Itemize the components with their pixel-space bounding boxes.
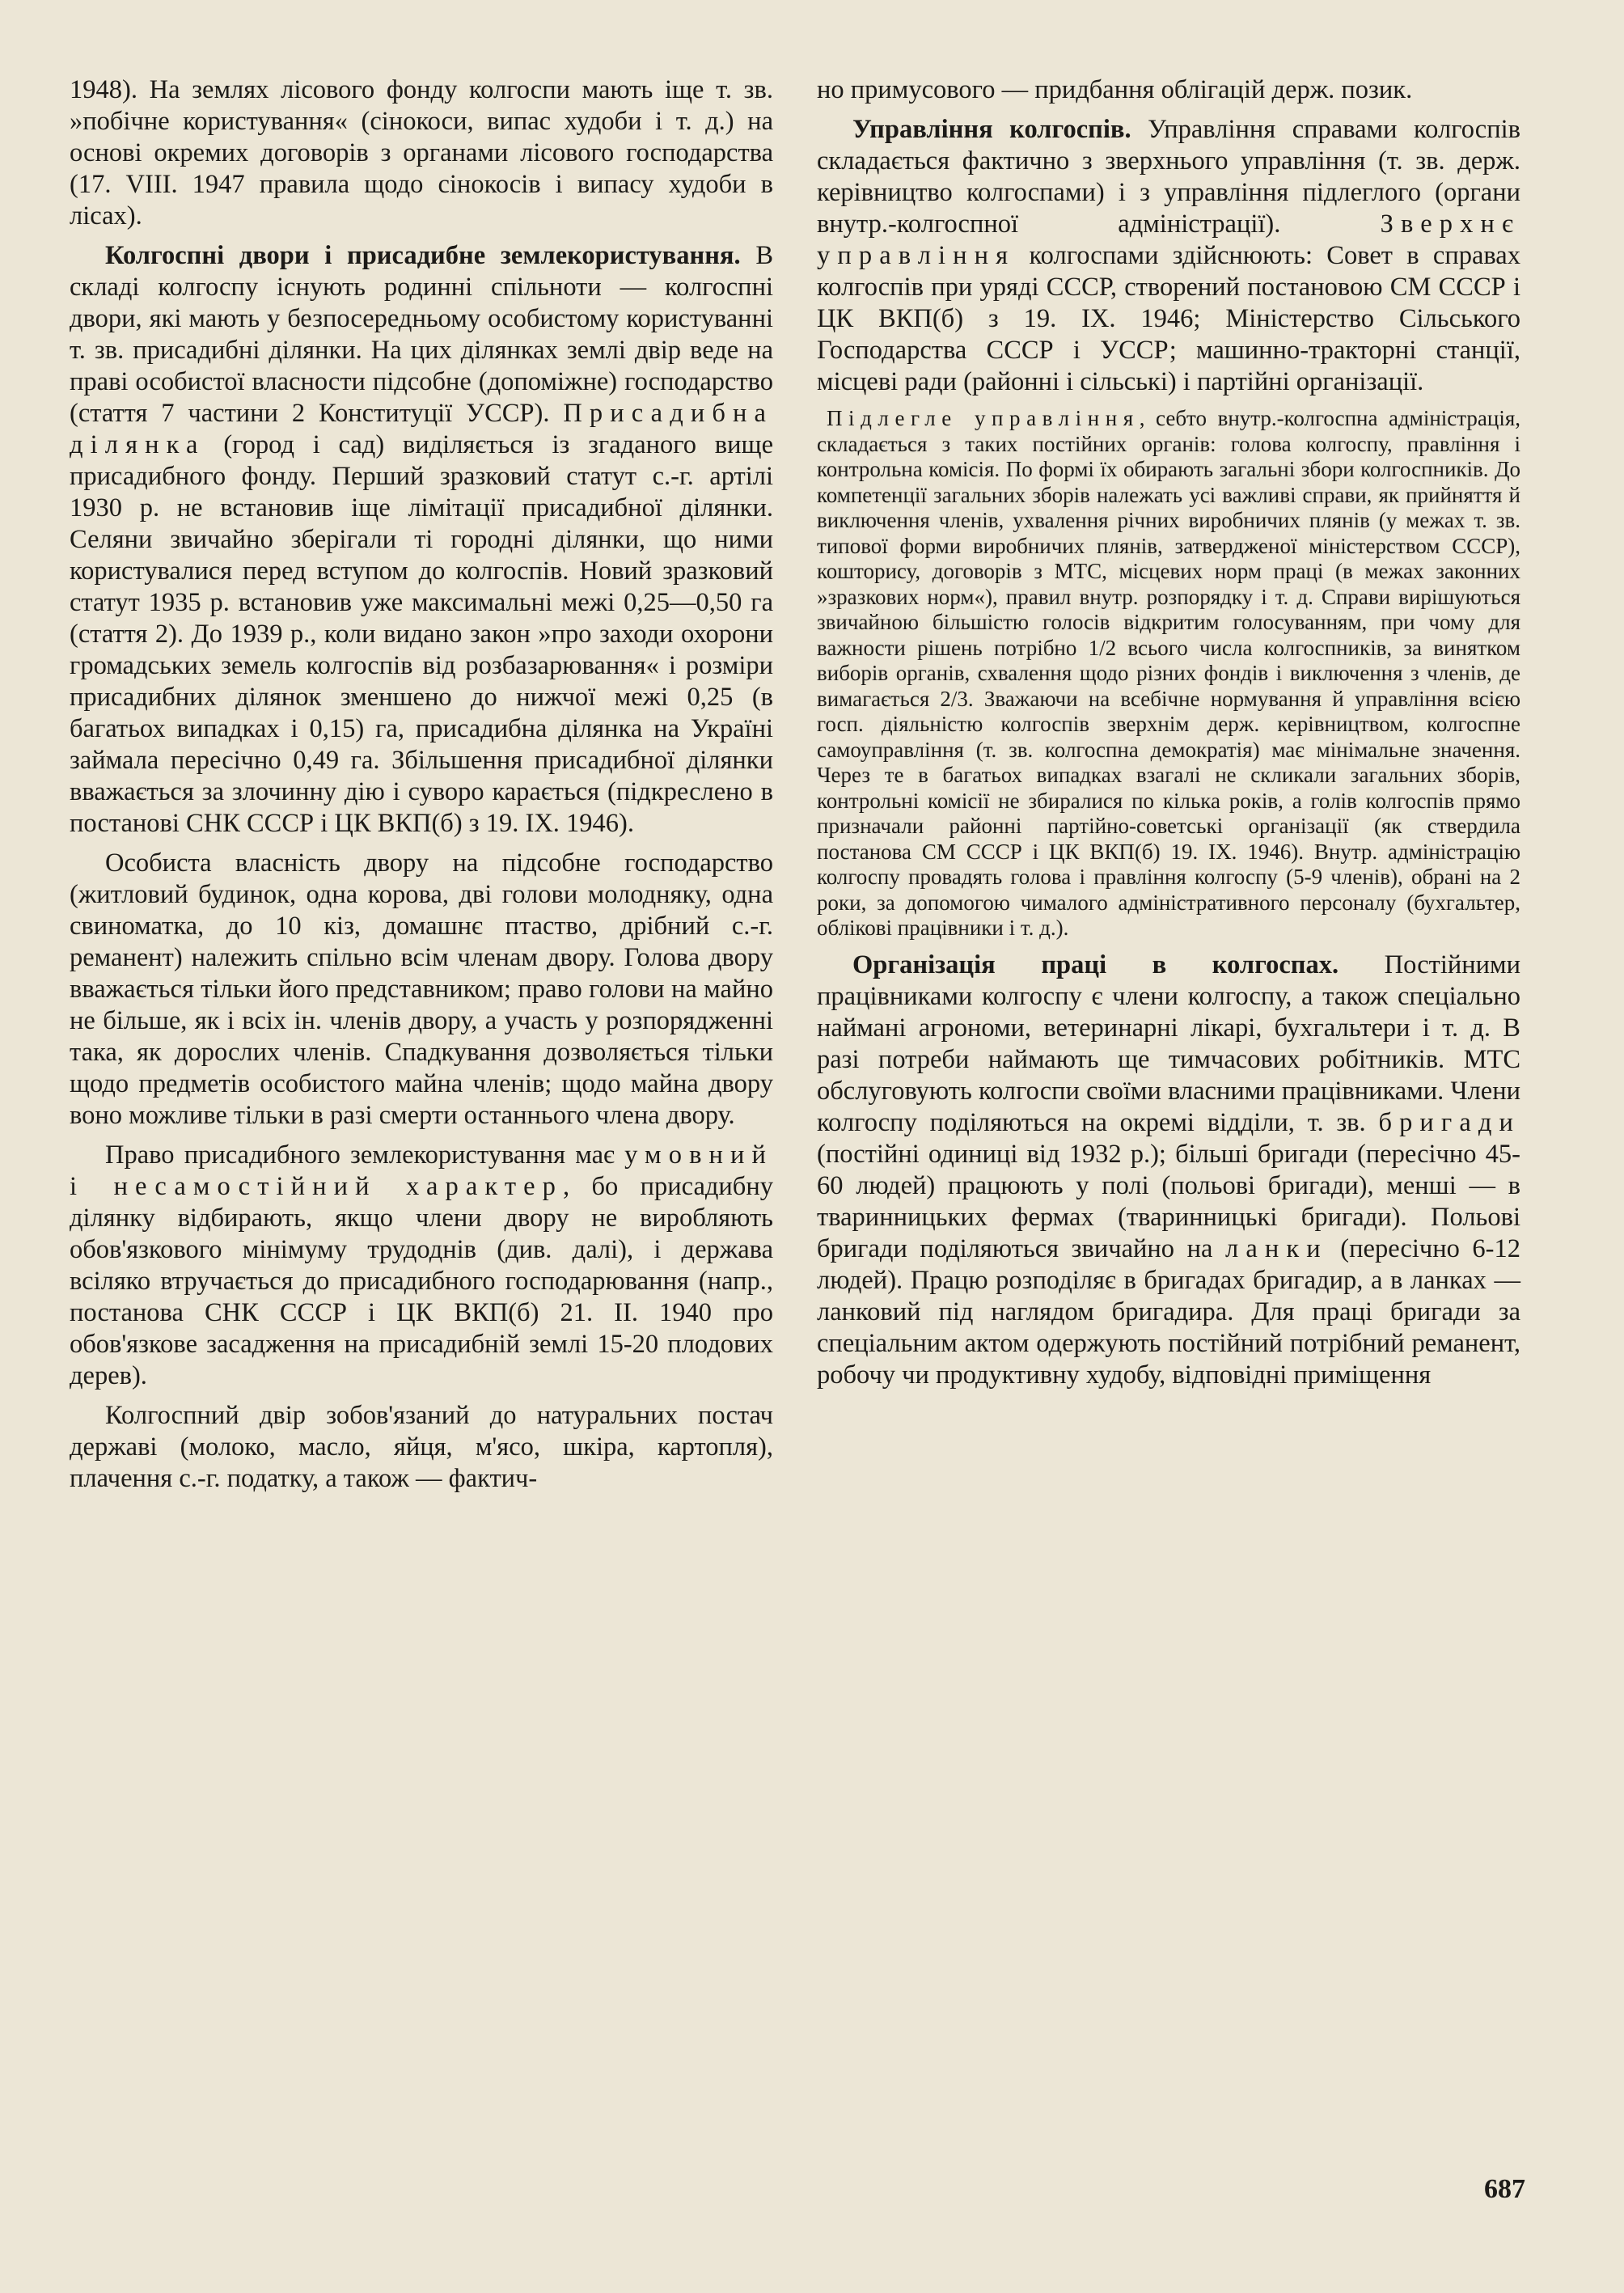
- paragraph-labor-organization: [817, 950, 1520, 1391]
- paragraph-text: , себто внутр.-колгоспна адміністрація, складається з таких постійних органів: голова колгоспу, правління і контрольна комісія. По формі їх обирають загальні збори колгоспників. До компетенції загальних зборів належать усі важливі справи, як прийняття й виключення членів, ухвалення річних виробничих плянів (у межах т. зв. типової форми виробничих плянів, затвердженої міністерством СССР), кошторису, договорів з МТС, місцевих норм праці (в межах законних »зразкових норм«), правил внутр. розпорядку і т. д. Справи вирішуються звичайною більшістю голосів відкритим голосуванням, при чому для важности рішень потрібно 1/2 всього числа колгоспників, за винятком виборів органів, схвалення щодо різних фондів і виключення з членів, де вимагається 2/3. Зважаючи на всебічне нормування й управління всією госп. діяльністю колгоспів зверхнім держ. керівництвом, колгоспне самоуправління (т. зв. колгоспна демократія) має мінімальне значення. Через те в багатьох випадках взагалі не скликали загальних зборів, контрольні комісії не збиралися по кілька років, а голів колгоспів прямо призначали районні партійно-советські організації (як ствердила постанова СМ СССР і ЦК ВКП(б) 19. IX. 1946). Внутр. адміністрацію колгоспу провадять голова і правління колгоспу (5-9 членів), обрані на 2 роки, за допомогою чималого адміністративного персоналу (бухгальтер, облікові працівники і т. д.).: [817, 406, 1521, 940]
- paragraph-text: (пересічно 6-12 людей). Працю розподіляє в бригадах бригадир, а в ланках — ланковий під наглядом бригадира. Для праці бригади за спеціальним актом одержують постійний потрібний реманент, робочу чи продуктивну худобу, відповідні приміщення: [817, 1233, 1521, 1390]
- right-column: [817, 74, 1520, 1399]
- spaced-term: умовний і несамостійний характер: [70, 1140, 773, 1201]
- spaced-term: ланки: [1225, 1233, 1328, 1263]
- paragraph-text: (постійні одиниці від 1932 р.); більші бригади (пересічно 45-60 людей) працюють у полі (польові бригади), менші — в тваринницьких фермах (тваринницькі бригади). Польові бригади поділяються звичайно на: [817, 1139, 1520, 1263]
- paragraph-text: (город і сад) виділяється із згаданого вище присадибного фонду. Перший зразковий статут с.-г. артілі 1930 р. не встановив іще лімітації присадибної ділянки. Селяни звичайно зберігали ті городні ділянки, що ними користувалися перед вступом до колгоспів. Новий зразковий статут 1935 р. встановив уже максимальні межі 0,25—0,50 га (стаття 2). До 1939 р., коли видано закон »про заходи охорони громадських земель колгоспів від розбазарювання« і розміри присадибних ділянок зменшено до нижчої межі 0,25 (в багатьох випадках і 0,15) га, присадибна ділянка на Україні займала пересічно 0,49 га. Збільшення присадибної ділянки вважається за злочинну дію і суворо карається (підкреслено в постанові СНК СССР і ЦК ВКП(б) з 19. IX. 1946).: [70, 430, 773, 838]
- paragraph-forest-land: [70, 74, 773, 232]
- left-column: [70, 74, 773, 1503]
- paragraph-text: 1948). На землях лісового фонду колгоспи мають іще т. зв. »побічне користування« (сінокоси, випас худоби і т. д.) на основі окремих договорів з органами лісового господарства (17. VIII. 1947 правила щодо сінокосів і випасу худоби в лісах).: [70, 75, 773, 231]
- paragraph-text: колгоспами здійснюють: Совет в справах колгоспів при уряді СССР, створений постановою СМ СССР і ЦК ВКП(б) з 19. IX. 1946; Міністерство Сільського Господарства СССР і УССР; машинно-тракторні станції, місцеві ради (районні і сільські) і партійні організації.: [817, 241, 1520, 396]
- paragraph-obligations: [70, 1400, 773, 1495]
- paragraph-continuation: [817, 74, 1520, 106]
- paragraph-text: Колгоспний двір зобов'язаний до натуральних постач державі (молоко, масло, яйця, м'ясо, шкіра, картопля), плачення с.-г. податку, а також — фактич-: [70, 1401, 773, 1493]
- page-number: 687: [1484, 2174, 1525, 2204]
- paragraph-kolkhoz-management: [817, 114, 1520, 398]
- paragraph-text: Особиста власність двору на підсобне господарство (житловий будинок, одна корова, дві голови молодняку, одна свиноматка, до 10 кіз, домашнє птаство, дрібний с.-г. реманент) належить спільно всім членам двору. Голова двору вважається тільки його представником; право голови на майно не більше, як і всіх ін. членів двору, а участь у розпорядженні така, як дорослих членів. Спадкування дозволяється тільки щодо предметів особистого майна членів; щодо майна двору воно можливе тільки в разі смерти останнього члена двору.: [70, 848, 773, 1130]
- paragraph-text: , бо присадибну ділянку відбирають, якщо члени двору не виробляють обов'язкового мінімуму трудоднів (див. далі), і держава всіляко втручається до присадибного господарювання (напр., постанова СНК СССР і ЦК ВКП(б) 21. II. 1940 про обов'язкове засадження на присадибній землі 15-20 плодових дерев).: [70, 1172, 773, 1390]
- paragraph-text: Постійними працівниками колгоспу є члени колгоспу, а також спеціально наймані агрономи, ветеринарні лікарі, бухгальтери і т. д. В разі потреби наймають ще тимчасових робітників. МТС обслуговують колгоспи своїми власними працівниками. Члени колгоспу поділяються на окремі відділи, т. зв.: [817, 950, 1521, 1137]
- paragraph-subordinate-management: [817, 406, 1520, 941]
- section-heading: Колгоспні двори і присадибне землекористування.: [105, 241, 741, 270]
- paragraph-household-property: [70, 848, 773, 1132]
- paragraph-household-plots: [70, 240, 773, 840]
- section-heading: Управління колгоспів.: [852, 115, 1131, 144]
- spaced-term: Зверхнє управління: [817, 209, 1520, 270]
- section-heading: Організація праці в колгоспах.: [852, 950, 1339, 979]
- paragraph-text: но примусового — придбання облігацій держ. позик.: [817, 75, 1413, 104]
- spaced-term: Присадибна ділянка: [70, 399, 773, 459]
- paragraph-land-use-right: [70, 1140, 773, 1392]
- spaced-term: бригади: [1378, 1107, 1520, 1137]
- paragraph-text: Управління справами колгоспів складається фактично з зверхнього управління (т. зв. держ. керівництво колгоспами) і з управління підлеглого (органи внутр.-колгоспної адміністрації).: [817, 115, 1520, 239]
- paragraph-text: В складі колгоспу існують родинні спільноти — колгоспні двори, які мають у безпосередньому особистому користуванні т. зв. присадибні ділянки. На цих ділянках землі двір веде на праві особистої власности підсобне (допоміжне) господарство (стаття 7 частини 2 Конституції УССР).: [70, 241, 773, 428]
- spaced-term: Підлегле управління: [827, 406, 1140, 430]
- paragraph-text: Право присадибного землекористування має: [105, 1140, 625, 1170]
